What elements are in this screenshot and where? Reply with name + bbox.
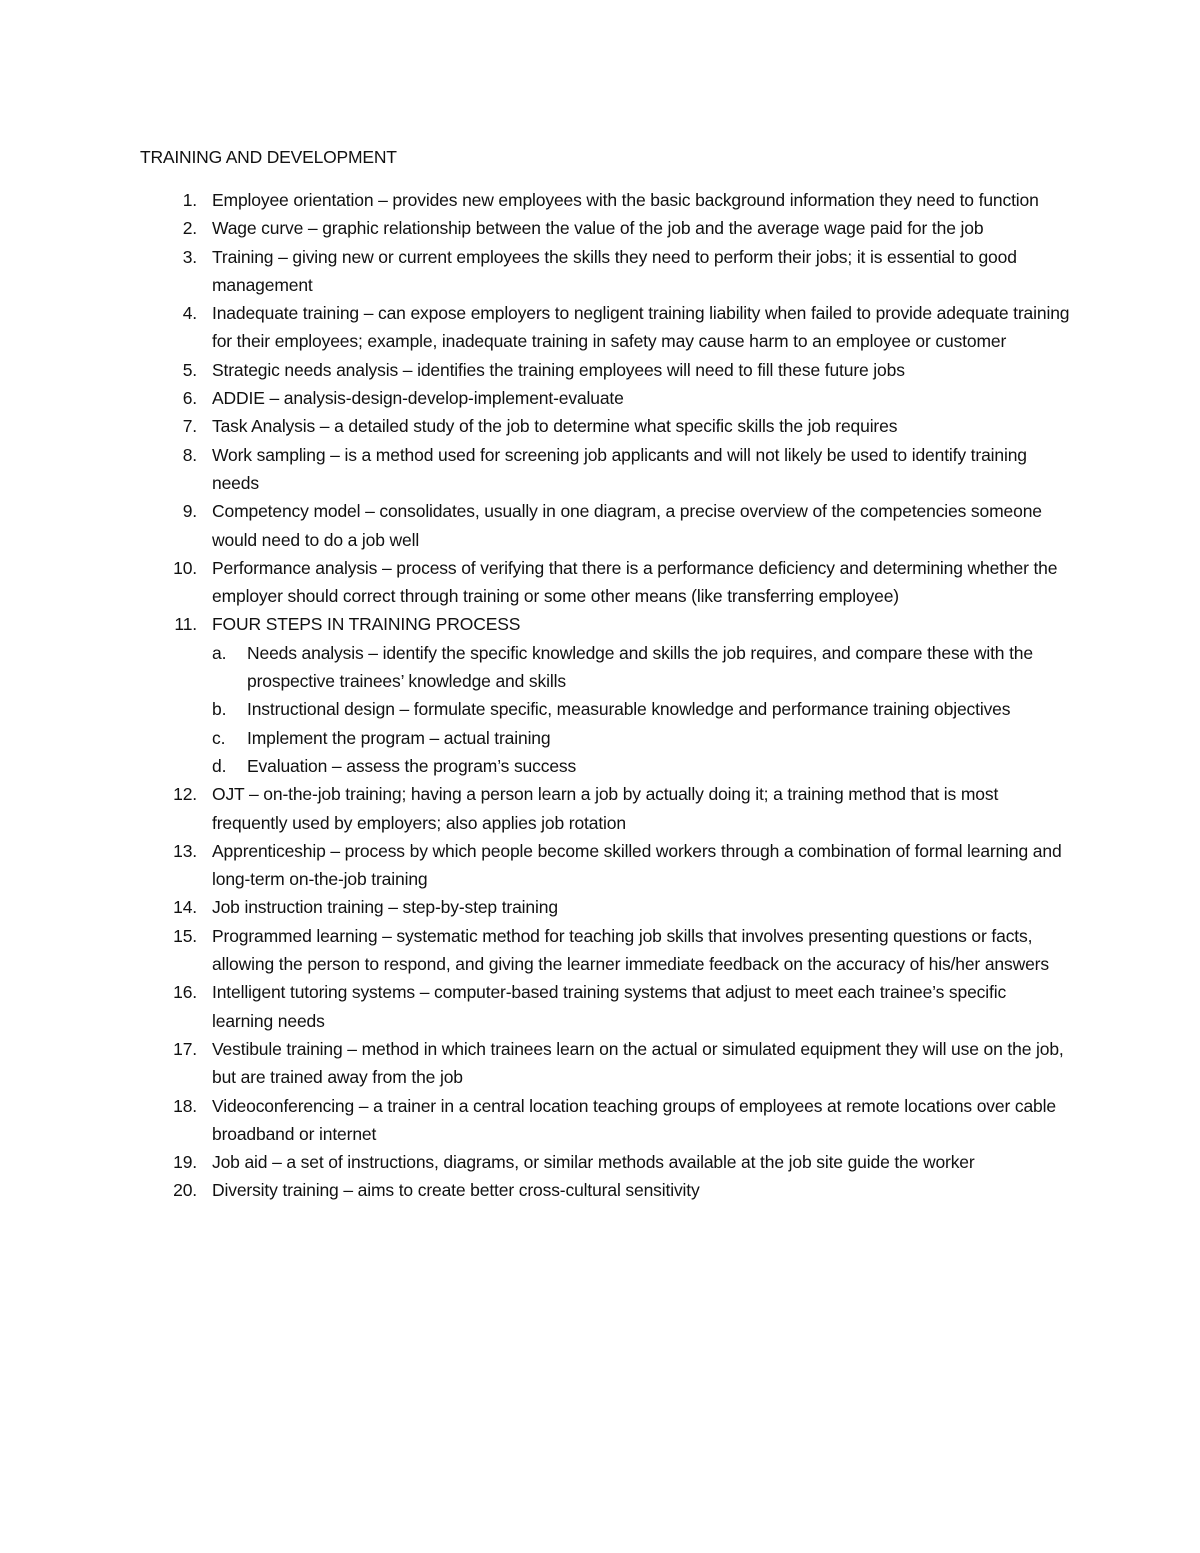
item-text: Videoconferencing – a trainer in a central location teaching groups of employees at remote locations over cable broadband or internet bbox=[212, 1095, 1056, 1144]
sub-item-letter: d. bbox=[212, 755, 227, 776]
item-number: 6. bbox=[182, 388, 197, 409]
list-item bbox=[140, 837, 1070, 894]
document-title: TRAINING AND DEVELOPMENT bbox=[140, 147, 397, 167]
item-text: Job instruction training – step-by-step training bbox=[212, 897, 558, 918]
item-text: Intelligent tutoring systems – computer-based training systems that adjust to meet each trainee’s specific learning needs bbox=[212, 982, 1007, 1031]
sub-item-letter: a. bbox=[212, 642, 227, 663]
list-item bbox=[140, 780, 1070, 837]
item-text: Inadequate training – can expose employers to negligent training liability when failed to provide adequate training for their employees; example, inadequate training in safety may cause harm to an employee or customer bbox=[212, 303, 1070, 352]
sub-item-text: Implement the program – actual training bbox=[247, 727, 551, 748]
sub-item-letter: b. bbox=[212, 699, 227, 720]
list-item bbox=[140, 384, 1070, 412]
list-item bbox=[140, 554, 1070, 611]
item-number: 8. bbox=[182, 444, 197, 465]
list-item bbox=[140, 497, 1070, 554]
item-text: Training – giving new or current employees the skills they need to perform their jobs; it is essential to good management bbox=[212, 246, 1017, 295]
item-number: 17. bbox=[173, 1038, 197, 1059]
item-text: Competency model – consolidates, usually in one diagram, a precise overview of the competencies someone would need to do a job well bbox=[212, 501, 1042, 550]
item-text: OJT – on-the-job training; having a person learn a job by actually doing it; a training method that is most frequently used by employers; also applies job rotation bbox=[212, 784, 999, 833]
item-text: Task Analysis – a detailed study of the job to determine what specific skills the job requires bbox=[212, 416, 898, 437]
sub-list-item bbox=[140, 724, 1070, 752]
sub-list-item bbox=[140, 752, 1070, 780]
list-item bbox=[140, 610, 1070, 780]
item-text: Strategic needs analysis – identifies the training employees will need to fill these future jobs bbox=[212, 359, 905, 380]
item-text: Vestibule training – method in which trainees learn on the actual or simulated equipment they will use on the job, but are trained away from the job bbox=[212, 1038, 1064, 1088]
list-item bbox=[140, 1176, 1070, 1204]
item-number: 3. bbox=[182, 246, 197, 267]
item-text: Employee orientation – provides new employees with the basic background information they need to function bbox=[212, 190, 1039, 210]
list-item bbox=[140, 441, 1070, 498]
item-text: Wage curve – graphic relationship between the value of the job and the average wage paid for the job bbox=[212, 218, 984, 239]
sub-item-text: Evaluation – assess the program’s success bbox=[247, 755, 577, 776]
sub-item-text: Instructional design – formulate specific, measurable knowledge and performance training objectives bbox=[247, 699, 1011, 720]
list-item bbox=[140, 299, 1070, 356]
list-item bbox=[140, 1035, 1070, 1092]
item-number: 13. bbox=[173, 840, 197, 861]
item-number: 5. bbox=[182, 359, 197, 380]
item-number: 19. bbox=[173, 1152, 197, 1173]
item-number: 12. bbox=[173, 784, 197, 805]
item-text: Work sampling – is a method used for screening job applicants and will not likely be used to identify training needs bbox=[212, 444, 1027, 493]
item-text: Apprenticeship – process by which people become skilled workers through a combination of formal learning and long-term on-the-job training bbox=[212, 840, 1062, 890]
item-number: 14. bbox=[173, 897, 197, 918]
list-item bbox=[140, 1148, 1070, 1176]
list-item bbox=[140, 978, 1070, 1035]
item-text: Job aid – a set of instructions, diagrams, or similar methods available at the job site guide the worker bbox=[212, 1152, 975, 1173]
sub-item-letter: c. bbox=[212, 727, 226, 748]
sub-list-item bbox=[140, 695, 1070, 723]
item-number: 4. bbox=[182, 303, 197, 324]
item-number: 2. bbox=[182, 218, 197, 239]
item-text: Diversity training – aims to create better cross-cultural sensitivity bbox=[212, 1180, 700, 1201]
item-number: 1. bbox=[182, 190, 197, 210]
item-number: 11. bbox=[174, 614, 197, 635]
sub-item-text: Needs analysis – identify the specific knowledge and skills the job requires, and compare these with the prospective trainees’ knowledge and skills bbox=[247, 642, 1033, 692]
item-number: 15. bbox=[173, 925, 197, 946]
item-number: 9. bbox=[182, 501, 197, 522]
list-item bbox=[140, 243, 1070, 300]
item-text: Performance analysis – process of verifying that there is a performance deficiency and determining whether the employer should correct through training or some other means (like transferring employee) bbox=[212, 557, 1058, 607]
list-item bbox=[140, 356, 1070, 384]
list-item bbox=[140, 1092, 1070, 1149]
list-item bbox=[140, 922, 1070, 979]
item-number: 16. bbox=[173, 982, 197, 1003]
list-item bbox=[140, 412, 1070, 440]
item-text: FOUR STEPS IN TRAINING PROCESS bbox=[212, 614, 521, 635]
item-text: Programmed learning – systematic method for teaching job skills that involves presenting questions or facts, allowing the person to respond, and giving the learner immediate feedback on the accuracy of his/her answers bbox=[212, 925, 1049, 975]
list-item bbox=[140, 186, 1070, 214]
sub-list-item bbox=[140, 639, 1070, 696]
item-number: 18. bbox=[173, 1095, 197, 1116]
item-number: 10. bbox=[173, 557, 197, 578]
item-number: 7. bbox=[182, 416, 197, 437]
item-number: 20. bbox=[173, 1180, 197, 1201]
list-item bbox=[140, 214, 1070, 242]
item-text: ADDIE – analysis-design-develop-implement-evaluate bbox=[212, 388, 624, 409]
list-item bbox=[140, 893, 1070, 921]
definition-list bbox=[140, 186, 1070, 1205]
